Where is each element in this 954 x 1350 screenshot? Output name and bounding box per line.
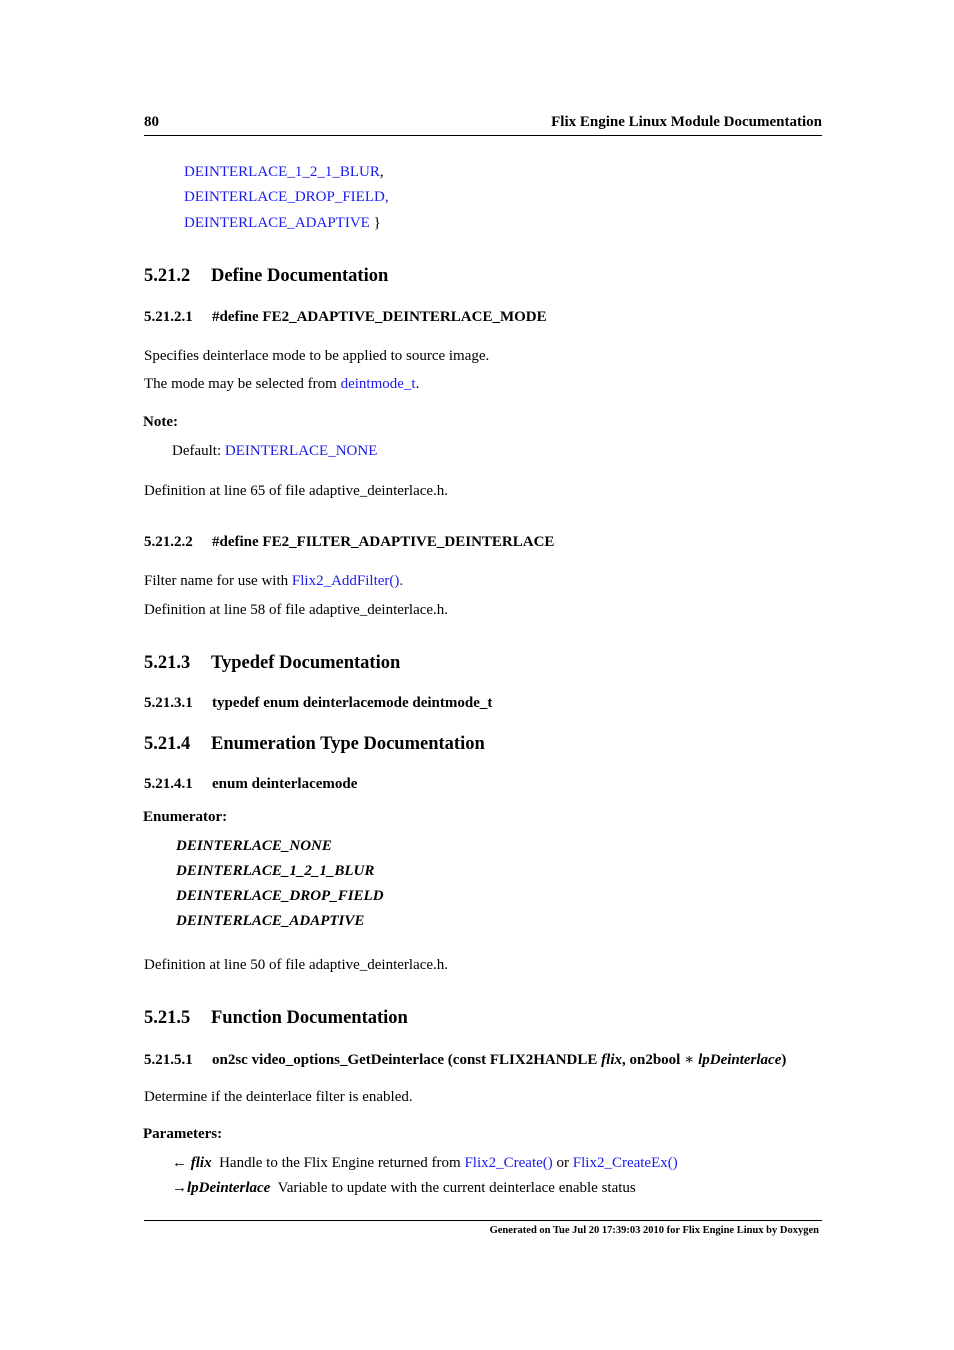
section-title: Enumeration Type Documentation (211, 734, 485, 754)
section-number: 5.21.4 (144, 734, 191, 754)
subsection-number: 5.21.5.1 (144, 1052, 193, 1068)
page-number: 80 (144, 114, 159, 130)
param-mid: or (552, 1155, 573, 1171)
enumerator-label: Enumerator: (143, 809, 228, 825)
mode-text: The mode may be selected from (144, 376, 341, 392)
default-text: Default: (172, 443, 225, 459)
enumerator-value: DEINTERLACE_DROP_FIELD (176, 888, 384, 904)
section-number: 5.21.2 (144, 266, 191, 286)
signature-flix: flix (601, 1052, 622, 1068)
param-text: Handle to the Flix Engine returned from (219, 1155, 465, 1171)
section-number: 5.21.5 (144, 1008, 191, 1028)
subsection-title: #define FE2_ADAPTIVE_DEINTERLACE_MODE (212, 309, 547, 325)
enum-tail-line-1 (184, 164, 384, 181)
param-name: flix (190, 1155, 212, 1171)
param-flix (172, 1155, 678, 1172)
adaptive-mode-select-line (144, 376, 419, 393)
enum-link-blur[interactable]: DEINTERLACE_1_2_1_BLUR (184, 164, 380, 180)
section-function-documentation (144, 1008, 408, 1029)
signature-a: on2sc video_options_GetDeinterlace (const FLIX2HANDLE (212, 1052, 602, 1068)
enumerator-value: DEINTERLACE_1_2_1_BLUR (176, 863, 375, 879)
section-enumeration-documentation (144, 734, 485, 755)
enum-tail-line-3 (184, 215, 381, 232)
deintmode-link[interactable]: deintmode_t (340, 376, 416, 392)
subsection-enum (144, 776, 357, 793)
section-title: Typedef Documentation (211, 653, 401, 673)
adaptive-mode-definition: Definition at line 65 of file adaptive_deinterlace.h. (144, 483, 449, 499)
flix2-createex-link[interactable]: Flix2_CreateEx() (572, 1155, 678, 1171)
footer-text: Generated on Tue Jul 20 17:39:03 2010 for Flix Engine Linux by Doxygen (489, 1225, 819, 1236)
enumerator-value: DEINTERLACE_NONE (176, 838, 332, 854)
function-description: Determine if the deinterlace filter is enabled. (144, 1089, 413, 1105)
flix2-create-link[interactable]: Flix2_Create() (464, 1155, 553, 1171)
filter-description (144, 573, 403, 590)
add-filter-link[interactable]: Flix2_AddFilter(). (291, 573, 404, 589)
enum-sep: , (379, 164, 384, 180)
signature-star: ∗ (684, 1052, 695, 1068)
adaptive-mode-description: Specifies deinterlace mode to be applied to source image. (144, 348, 490, 364)
enum-link-adaptive[interactable]: DEINTERLACE_ADAPTIVE (184, 215, 370, 231)
header-rule (144, 135, 822, 136)
section-title: Function Documentation (211, 1008, 408, 1028)
enum-tail-line-2 (184, 189, 389, 206)
signature-b: , on2bool (622, 1052, 685, 1068)
filter-definition: Definition at line 58 of file adaptive_deinterlace.h. (144, 602, 449, 618)
filter-text: Filter name for use with (144, 573, 292, 589)
note-label: Note: (143, 414, 178, 430)
subsection-number: 5.21.3.1 (144, 695, 193, 711)
running-title: Flix Engine Linux Module Documentation (551, 114, 822, 130)
section-title: Define Documentation (211, 266, 389, 286)
mode-end: . (415, 376, 420, 392)
deinterlace-none-link[interactable]: DEINTERLACE_NONE (224, 443, 378, 459)
enum-close: } (369, 215, 381, 231)
enumerator-value: DEINTERLACE_ADAPTIVE (176, 913, 365, 929)
section-typedef-documentation (144, 653, 400, 674)
subsection-function (144, 1050, 786, 1069)
subsection-title: #define FE2_FILTER_ADAPTIVE_DEINTERLACE (212, 534, 555, 550)
subsection-number: 5.21.2.2 (144, 534, 193, 550)
param-name: lpDeinterlace (187, 1180, 271, 1196)
signature-c: ) (781, 1052, 787, 1068)
footer-rule (144, 1220, 822, 1221)
subsection-number: 5.21.2.1 (144, 309, 193, 325)
enum-link-drop-field[interactable]: DEINTERLACE_DROP_FIELD, (184, 189, 389, 205)
param-lpdeinterlace (172, 1180, 636, 1197)
default-line (172, 443, 377, 460)
subsection-filter (144, 534, 554, 551)
param-arrow-out: → (172, 1180, 187, 1196)
enum-definition: Definition at line 50 of file adaptive_deinterlace.h. (144, 957, 449, 973)
subsection-adaptive-mode (144, 309, 547, 326)
subsection-title: typedef enum deinterlacemode deintmode_t (212, 695, 493, 711)
subsection-title: enum deinterlacemode (212, 776, 358, 792)
signature-lp: lpDeinterlace (694, 1052, 782, 1068)
param-arrow-in: ← (172, 1155, 187, 1171)
section-number: 5.21.3 (144, 653, 191, 673)
section-define-documentation (144, 266, 388, 287)
subsection-typedef (144, 695, 492, 712)
parameters-label: Parameters: (143, 1126, 223, 1142)
param-text: Variable to update with the current deinterlace enable status (277, 1180, 636, 1196)
subsection-number: 5.21.4.1 (144, 776, 193, 792)
